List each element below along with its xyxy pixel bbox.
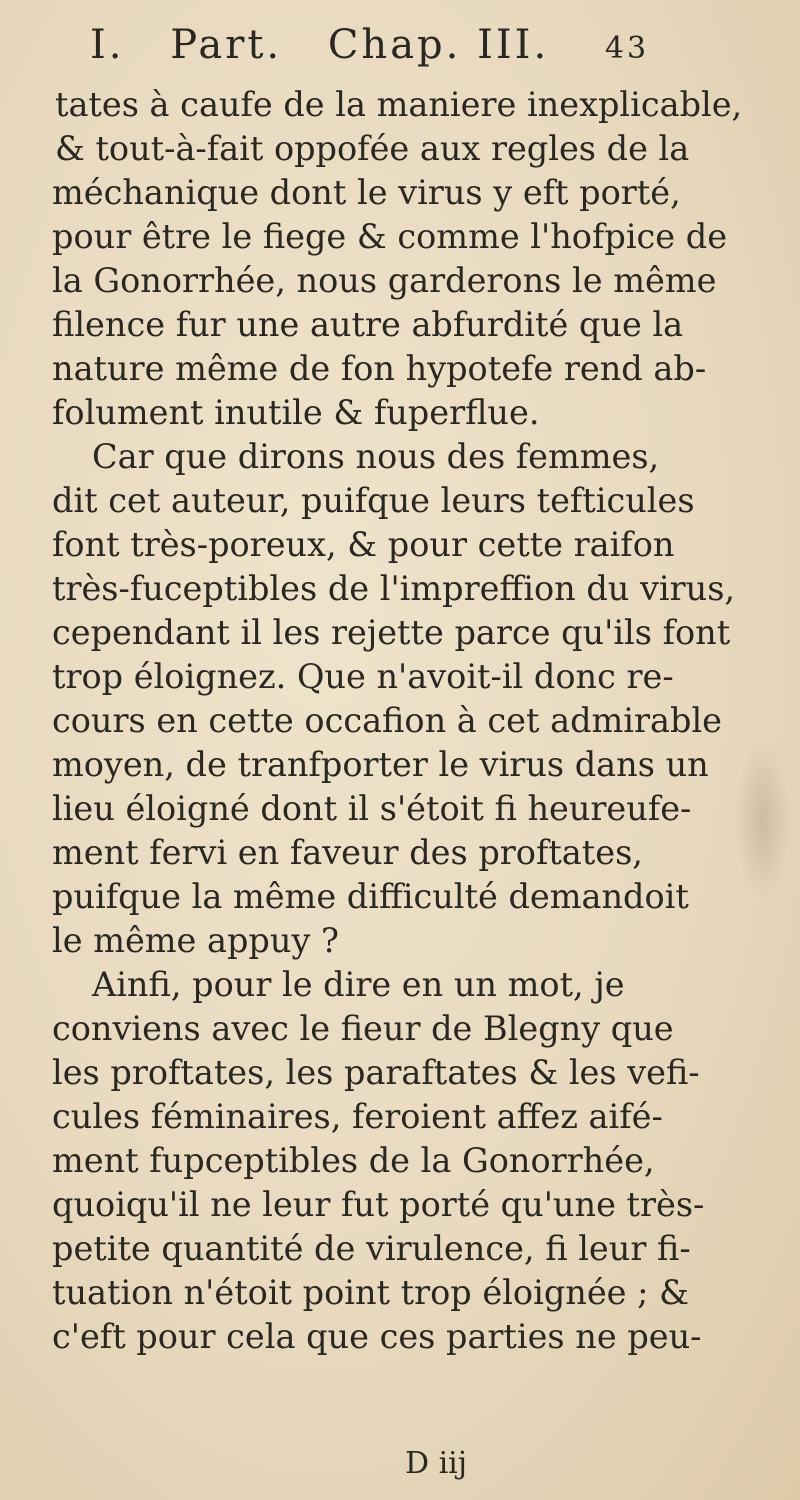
text-line: tuation n'étoit point trop éloignée ; & bbox=[52, 1273, 689, 1312]
text-line: font très-poreux, & pour cette raifon bbox=[52, 525, 675, 564]
running-head-part: Part. bbox=[170, 22, 283, 68]
text-line: puifque la même difficulté demandoit bbox=[52, 877, 689, 916]
text-line: le même appuy ? bbox=[52, 921, 339, 960]
text-line: trop éloignez. Que n'avoit-il donc re- bbox=[52, 657, 674, 696]
text-line: conviens avec le fieur de Blegny que bbox=[52, 1009, 674, 1048]
text-line: petite quantité de virulence, fi leur fi- bbox=[52, 1229, 691, 1268]
text-line: filence fur une autre abfurdité que la bbox=[52, 305, 684, 344]
running-head-letter: I. bbox=[90, 22, 125, 68]
text-line: ment fervi en faveur des proftates, bbox=[52, 833, 643, 872]
text-line: Car que dirons nous des femmes, bbox=[92, 437, 660, 476]
text-line: cependant il les rejette parce qu'ils font bbox=[52, 613, 731, 652]
text-line: lieu éloigné dont il s'étoit fi heureufe- bbox=[52, 789, 692, 828]
text-line: nature même de fon hypotefe rend ab- bbox=[52, 349, 707, 388]
ink-bleed-stain bbox=[735, 740, 790, 900]
text-line: c'eft pour cela que ces parties ne peu- bbox=[52, 1317, 702, 1356]
text-line: ment fupceptibles de la Gonorrhée, bbox=[52, 1141, 655, 1180]
text-line: pour être le fiege & comme l'hofpice de bbox=[52, 217, 728, 256]
text-line: tates à caufe de la maniere inexplicable, bbox=[55, 85, 743, 124]
text-line: Ainfi, pour le dire en un mot, je bbox=[92, 965, 625, 1004]
text-line: quoiqu'il ne leur fut porté qu'une très- bbox=[52, 1185, 705, 1224]
running-head-chapter: Chap. III. bbox=[327, 22, 550, 68]
text-line: très-fuceptibles de l'impreffion du virus, bbox=[52, 569, 736, 608]
text-line: cours en cette occafion à cet admirable bbox=[52, 701, 722, 740]
text-line: méchanique dont le virus y eft porté, bbox=[52, 173, 681, 212]
text-line: & tout-à-fait oppofée aux regles de la bbox=[55, 129, 690, 168]
page-number: 43 bbox=[604, 31, 650, 66]
text-line: les proftates, les paraftates & les vefi- bbox=[52, 1053, 700, 1092]
text-line: la Gonorrhée, nous garderons le même bbox=[52, 261, 717, 300]
text-line: moyen, de tranfporter le virus dans un bbox=[52, 745, 709, 784]
text-line: dit cet auteur, puifque leurs tefticules bbox=[52, 481, 695, 520]
running-head bbox=[90, 22, 710, 82]
text-line: folument inutile & fuperflue. bbox=[52, 393, 540, 432]
text-line: cules féminaires, feroient affez aifé- bbox=[52, 1097, 663, 1136]
signature-mark: D iij bbox=[405, 1446, 468, 1481]
